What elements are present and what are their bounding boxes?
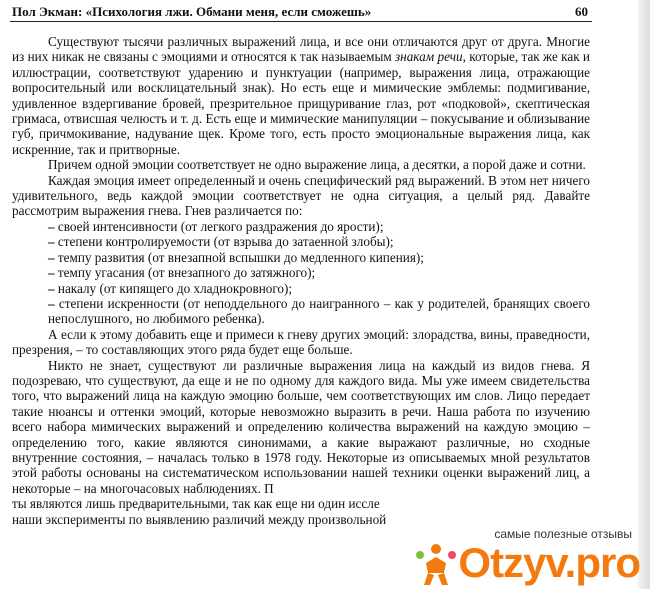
page-edge-shadow	[638, 0, 650, 589]
anger-list	[12, 219, 590, 327]
watermark-tagline: самые полезные отзывы	[494, 527, 632, 541]
list-item: – накалу (от кипящего до хладнокровного);	[48, 280, 293, 296]
paragraph-1	[12, 34, 590, 157]
paragraph-5-line-a: ты являются лишь предварительными, так как еще ни один иссле	[12, 496, 380, 512]
paragraph-3: Каждая эмоция имеет определенный и очень специфический ряд выражений. В этом нет ничего удивительного, ведь каждой эмоции соответствует не одна ситуация, а целый ряд. Давайте рассмотрим выражения гнева. Гнев различается по:	[12, 172, 590, 219]
emphasis-term: знакам речи	[395, 49, 463, 65]
watermark-logo-text: Otzyv.pro	[458, 539, 640, 586]
page-body	[12, 34, 590, 527]
page-number: 60	[575, 4, 588, 19]
page-header	[8, 4, 592, 20]
paragraph-5-line-b: наши эксперименты по выявлению различий между произвольной	[12, 511, 387, 527]
list-item: – темпу угасания (от внезапного до затяжного);	[48, 265, 316, 281]
otzyv-watermark	[410, 527, 642, 589]
header-divider	[10, 21, 592, 22]
list-item: – степени контролируемости (от взрыва до затаенной злобы);	[48, 234, 394, 250]
paragraph-5: Никто не знает, существуют ли различные выражения лица на каждый из видов гнева. Я подозреваю, что существуют, да еще и не по одному для каждого вида. Мы уже имеем свидетельства того, что выражений лица на каждую эмоцию больше, чем соответствующих им слов. Лицо передает такие нюансы и оттенки эмоций, которые невозможно выразить в речи. Наша работа по изучению всего набора мимических выражений и определению количества выражений на каждую эмоцию – определению того, какие являются синонимами, а какие выражают различные, но сходные внутренние состояния, – началась только в 1978 году. Некоторые из описываемых мной результатов этой работы основаны на систематическом использовании нашей техники оценки выражений лиц, а некоторые – на многочасовых наблюдениях. П	[12, 357, 590, 496]
paragraph-2: Причем одной эмоции соответствует не одно выражение лица, а десятки, а порой даже и сотни.	[48, 157, 586, 173]
list-item: – степени искренности (от неподдельного до наигранного – как у родителей, бранящих своего непослушного, но любимого ребенка).	[48, 295, 590, 327]
paragraph-1-text-cont: , которые, так же как и иллюстрации, соответствуют ударению и пунктуации (например, выражения лица, отражающие вопросительный или восклицательный знак). Но есть еще и мимические эмблемы: подмигивание, удивленное вздергивание бровей, презрительное прищуривание глаз, рот «подковой», скептическая гримаса, отвисшая челюсть и т. д. Есть еще и мимические манипуляции – покусывание и облизывание губ, причмокивание, надувание щек. Кроме того, есть просто эмоциональные выражения лица, как искренние, так и притворные.	[12, 49, 590, 157]
list-item: – своей интенсивности (от легкого раздражения до ярости);	[48, 218, 384, 234]
paragraph-1-text: Существуют тысячи различных выражений лица, и все они отличаются друг от друга. Многие из них никак не связаны с эмоциями и относятся к так называемым	[12, 34, 590, 65]
otzyv-figure-icon	[410, 541, 462, 587]
book-title: Пол Экман: «Психология лжи. Обмани меня, если сможешь»	[12, 4, 372, 19]
list-item: – темпу развития (от внезапной вспышки до медленного кипения);	[48, 249, 424, 265]
paragraph-4: А если к этому добавить еще и примеси к гневу других эмоций: злорадства, вины, праведности, презрения, – то составляющих этого ряда будет еще больше.	[12, 326, 590, 358]
